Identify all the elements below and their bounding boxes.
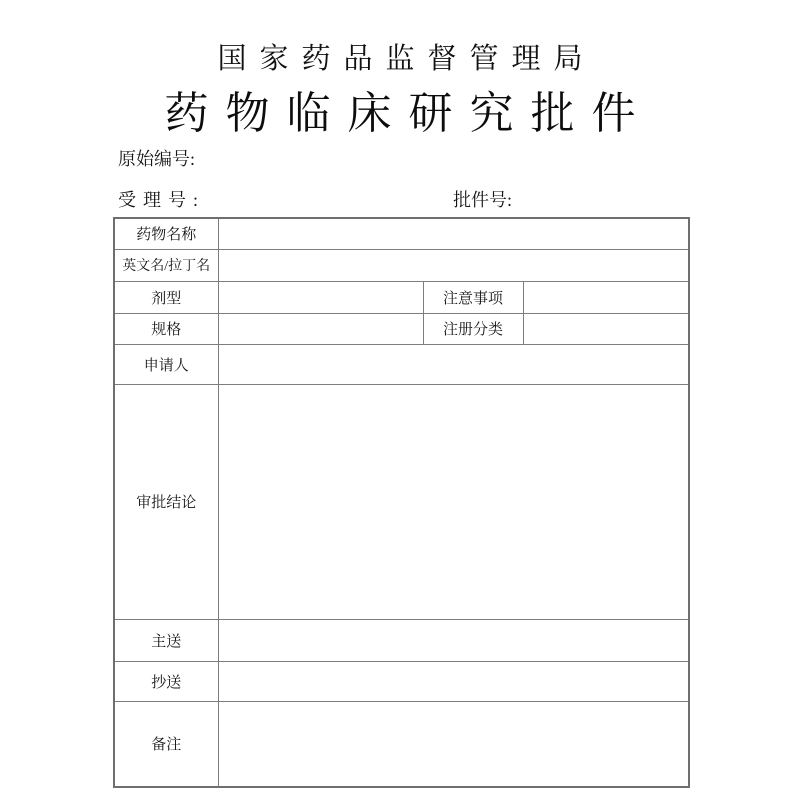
field-value-drug-name	[218, 218, 689, 249]
row-english-latin-name	[114, 249, 689, 281]
approval-number-label: 批件号:	[453, 190, 513, 210]
row-specification	[114, 313, 689, 344]
row-dosage-form	[114, 281, 689, 313]
document-title: 药物临床研究批件	[164, 89, 653, 138]
approval-form-table	[113, 217, 690, 788]
field-value-approval-conclusion	[218, 384, 689, 619]
field-value-specification	[218, 313, 423, 344]
row-remarks	[114, 701, 689, 787]
row-drug-name	[114, 218, 689, 249]
field-label-english-latin-name: 英文名/拉丁名	[114, 249, 218, 281]
field-value-applicant	[218, 344, 689, 384]
row-applicant	[114, 344, 689, 384]
field-label-copy-to: 抄送	[114, 661, 218, 701]
field-value-remarks	[218, 701, 689, 787]
numbers-line	[0, 186, 800, 208]
field-value-dosage-form	[218, 281, 423, 313]
field-value-precautions	[523, 281, 689, 313]
row-approval-conclusion	[114, 384, 689, 619]
field-label-remarks: 备注	[114, 701, 218, 787]
acceptance-number-label: 受理号:	[118, 190, 206, 210]
row-main-recipient	[114, 619, 689, 661]
field-label-specification: 规格	[114, 313, 218, 344]
field-label-drug-name: 药物名称	[114, 218, 218, 249]
field-label-applicant: 申请人	[114, 344, 218, 384]
field-label-main-recipient: 主送	[114, 619, 218, 661]
field-label-approval-conclusion: 审批结论	[114, 384, 218, 619]
agency-title: 国家药品监督管理局	[217, 43, 596, 75]
field-value-english-latin-name	[218, 249, 689, 281]
field-label-precautions: 注意事项	[423, 281, 523, 313]
field-label-registration-category: 注册分类	[423, 313, 523, 344]
original-number-line	[118, 145, 210, 171]
original-number-label: 原始编号:	[118, 149, 196, 169]
field-value-registration-category	[523, 313, 689, 344]
field-label-dosage-form: 剂型	[114, 281, 218, 313]
row-copy-to	[114, 661, 689, 701]
field-value-main-recipient	[218, 619, 689, 661]
field-value-copy-to	[218, 661, 689, 701]
